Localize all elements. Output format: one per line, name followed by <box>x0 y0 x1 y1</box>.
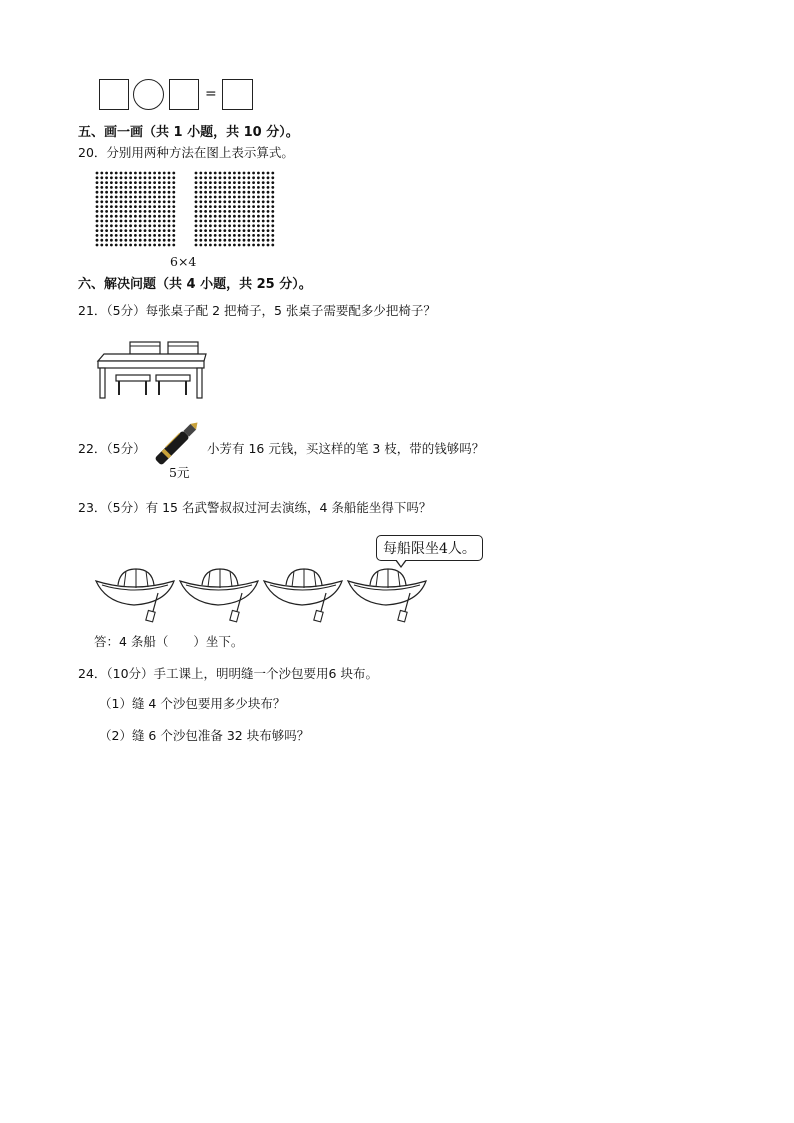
operator-circle[interactable] <box>133 79 164 110</box>
speech-bubble: 每船限坐4人。 <box>376 535 483 561</box>
boat-3 <box>264 569 342 622</box>
question-20-text: 20．分别用两种方法在图上表示算式。 <box>78 145 294 160</box>
boat-4 <box>348 569 426 622</box>
question-23-answer: 答：4 条船（ ）坐下。 <box>94 634 244 649</box>
boat-2 <box>180 569 258 622</box>
expression-label: 6×4 <box>170 254 197 269</box>
boats-illustration <box>94 563 440 625</box>
answer-box-1[interactable] <box>99 79 129 110</box>
question-24-sub-2: （2）缝 6 个沙包准备 32 块布够吗？ <box>99 728 310 743</box>
dot-grid-right[interactable] <box>194 171 276 249</box>
section-6-heading: 六、解决问题（共 4 小题，共 25 分）。 <box>78 277 312 292</box>
question-22-label: 22．（5分） <box>78 441 146 456</box>
answer-box-2[interactable] <box>169 79 199 110</box>
fountain-pen-icon <box>148 416 206 470</box>
question-21-text: 21．（5分）每张桌子配 2 把椅子，5 张桌子需要配多少把椅子？ <box>78 303 436 318</box>
dot-grid-left[interactable] <box>95 171 177 249</box>
question-22-text: 小芳有 16 元钱，买这样的笔 3 枝，带的钱够吗？ <box>207 441 485 456</box>
table-chairs-illustration <box>94 337 210 401</box>
equals-sign: = <box>205 86 217 102</box>
section-5-heading: 五、画一画（共 1 小题，共 10 分）。 <box>78 125 299 140</box>
question-24-text: 24．（10分）手工课上，明明缝一个沙包要用6 块布。 <box>78 666 378 681</box>
boat-1 <box>96 569 174 622</box>
pen-price-label: 5元 <box>169 465 190 480</box>
question-23-text: 23．（5分）有 15 名武警叔叔过河去演练，4 条船能坐得下吗？ <box>78 500 432 515</box>
answer-box-result[interactable] <box>222 79 253 110</box>
question-24-sub-1: （1）缝 4 个沙包要用多少块布？ <box>99 696 286 711</box>
